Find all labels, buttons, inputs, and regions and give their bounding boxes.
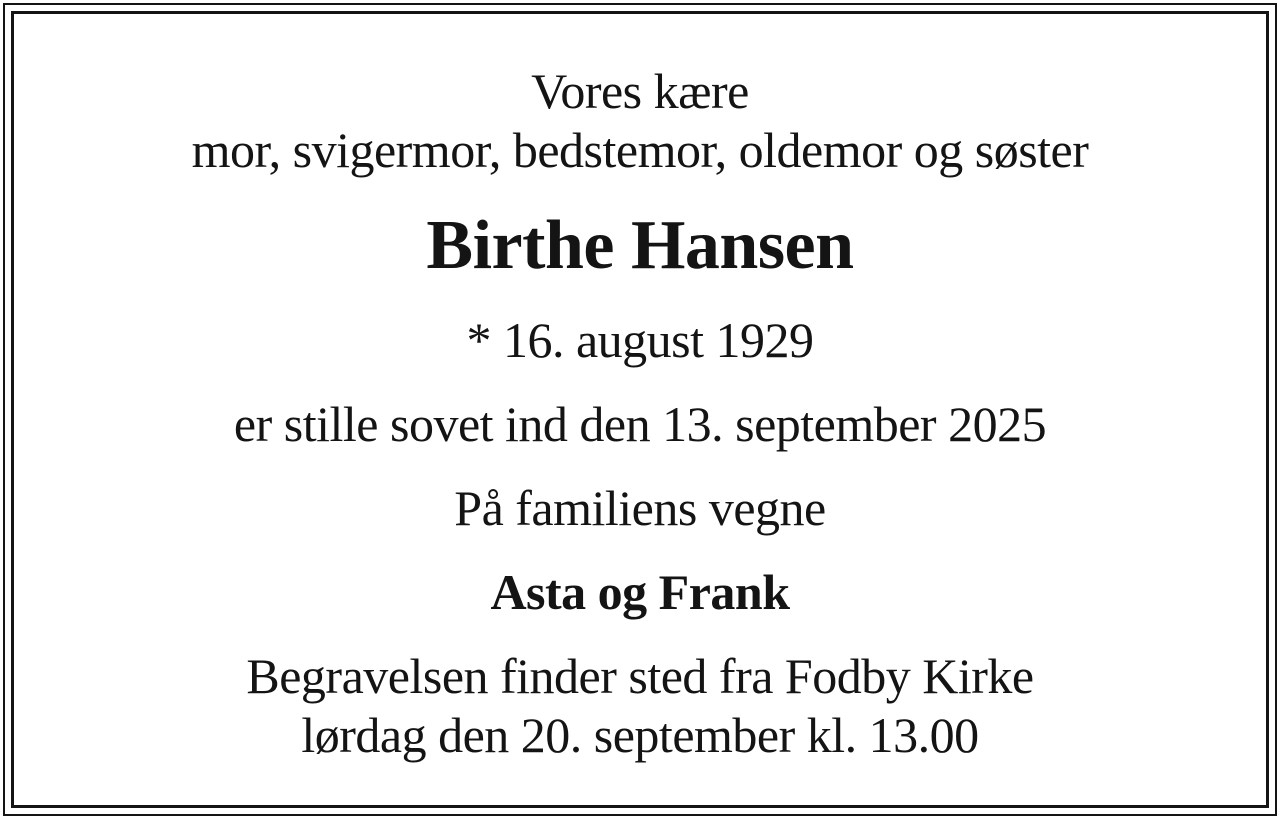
deceased-name: Birthe Hansen bbox=[426, 207, 854, 284]
outer-border-frame bbox=[3, 3, 1277, 816]
funeral-info-block bbox=[14, 647, 1266, 765]
intro-line-1: Vores kære bbox=[531, 63, 749, 119]
funeral-line-2: lørdag den 20. september kl. 13.00 bbox=[301, 707, 979, 763]
death-date-line: er stille sovet ind den 13. september 2025 bbox=[233, 396, 1047, 452]
intro-block bbox=[14, 62, 1266, 180]
notice-content bbox=[14, 14, 1266, 805]
on-behalf-line: På familiens vegne bbox=[454, 480, 826, 536]
inner-border-frame bbox=[11, 11, 1269, 808]
signature-names: Asta og Frank bbox=[490, 564, 790, 620]
funeral-line-1: Begravelsen finder sted fra Fodby Kirke bbox=[246, 648, 1034, 704]
intro-line-2: mor, svigermor, bedstemor, oldemor og søster bbox=[191, 122, 1089, 178]
birth-date-line: * 16. august 1929 bbox=[466, 312, 814, 368]
